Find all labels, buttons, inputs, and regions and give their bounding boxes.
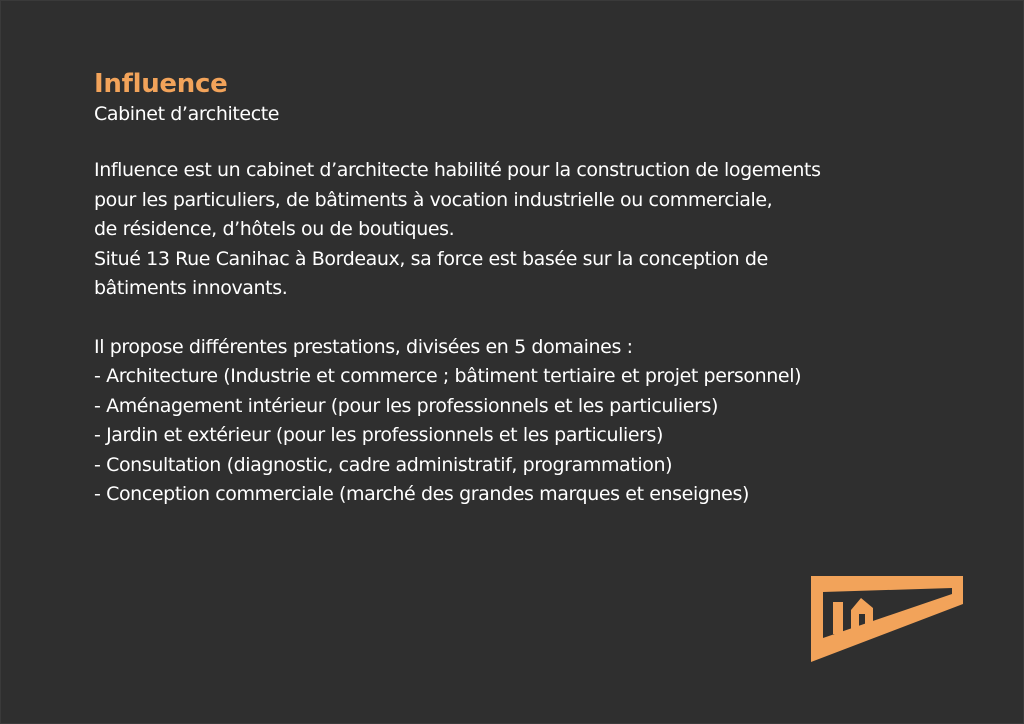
page-subtitle: Cabinet d’architecte: [94, 103, 280, 125]
paragraph-spacer: [94, 304, 954, 333]
description-line: de résidence, d’hôtels ou de boutiques.: [94, 218, 455, 240]
page-title: Influence: [94, 69, 228, 99]
description-line: Influence est un cabinet d’architecte habilité pour la construction de logements: [94, 159, 821, 181]
influence-house-logo-icon: [809, 574, 964, 664]
service-item: - Conception commerciale (marché des grandes marques et enseignes): [94, 483, 749, 505]
content-block: [94, 67, 954, 510]
services-paragraph: [94, 333, 954, 510]
service-item: - Consultation (diagnostic, cadre administratif, programmation): [94, 453, 673, 476]
service-item: - Aménagement intérieur (pour les professionnels et les particuliers): [94, 394, 719, 417]
description-paragraph: [94, 156, 954, 304]
service-item: - Jardin et extérieur (pour les professionnels et les particuliers): [94, 424, 664, 446]
service-item: - Architecture (Industrie et commerce ; bâtiment tertiaire et projet personnel): [94, 365, 802, 387]
description-line: pour les particuliers, de bâtiments à vocation industrielle ou commerciale,: [94, 188, 773, 211]
description-line: Situé 13 Rue Canihac à Bordeaux, sa force est basée sur la conception de: [94, 247, 768, 270]
description-line: bâtiments innovants.: [94, 277, 288, 299]
services-intro: Il propose différentes prestations, divisées en 5 domaines :: [94, 335, 633, 358]
